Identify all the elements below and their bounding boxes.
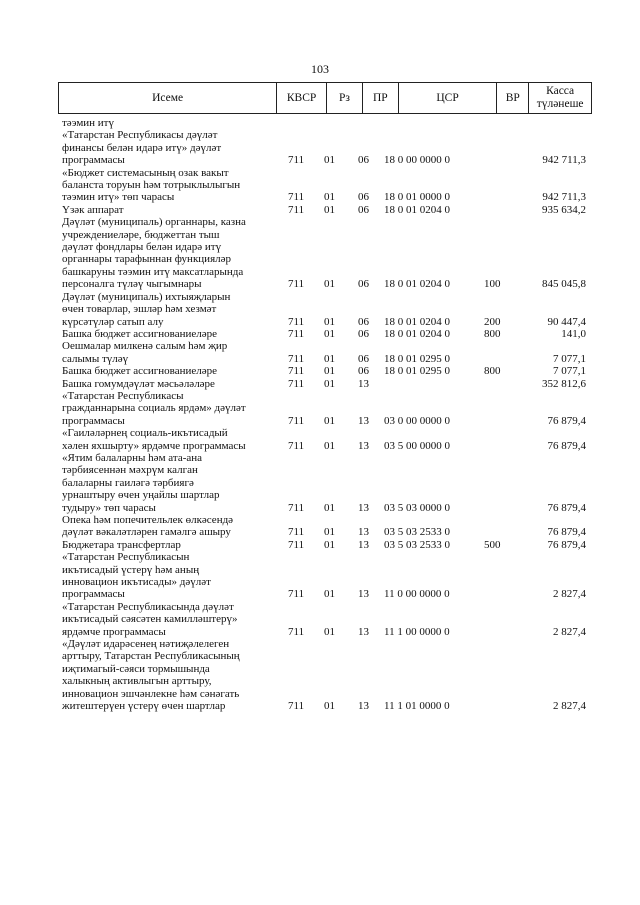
cell-kvsr: 711 xyxy=(288,377,305,390)
row-name xyxy=(62,204,276,216)
cell-csr: 03 5 03 2533 0 xyxy=(384,526,450,539)
cell-pr: 06 xyxy=(358,191,369,204)
table-row xyxy=(62,390,592,427)
row-name xyxy=(62,365,276,377)
row-name-line: житештерүен үстерү өчен шартлар xyxy=(62,700,226,713)
row-name xyxy=(62,167,276,204)
row-name-line: тәэмин итү» төп чарасы xyxy=(62,191,175,204)
page-number: 103 xyxy=(311,62,329,76)
cell-kvsr: 711 xyxy=(288,526,305,539)
cell-vr: 500 xyxy=(484,538,501,551)
table-row xyxy=(62,638,592,712)
header-rz: Рз xyxy=(327,83,363,113)
header-kassa: Касса түләнеше xyxy=(536,85,584,110)
row-name xyxy=(62,452,276,514)
cell-vr: 800 xyxy=(484,365,501,378)
row-name-line: персоналга түләү чыгымнары xyxy=(62,278,202,291)
cell-pr: 06 xyxy=(358,327,369,340)
row-name-line: ярдәмче программасы xyxy=(62,625,166,638)
cell-rz: 01 xyxy=(324,203,335,216)
cell-rz: 01 xyxy=(324,588,335,601)
row-name xyxy=(62,117,276,129)
row-name xyxy=(62,638,276,712)
cell-kvsr: 711 xyxy=(288,501,305,514)
cell-pr: 13 xyxy=(358,414,369,427)
row-name-line: урнаштыру өчен уңайлы шартлар xyxy=(62,489,220,502)
row-name-line: Дәүләт (муниципаль) ихтыяҗларын xyxy=(62,290,231,303)
row-name-line: икътисадый сәясәтен камилләштерү» xyxy=(62,613,238,626)
table-row xyxy=(62,539,592,551)
row-name-line: тудыру» төп чарасы xyxy=(62,501,156,514)
cell-pr: 06 xyxy=(358,315,369,328)
cell-rz: 01 xyxy=(324,414,335,427)
cell-sum: 2 827,4 xyxy=(553,700,586,713)
row-name-line: финансы белән идарә итү» дәүләт xyxy=(62,141,222,154)
cell-rz: 01 xyxy=(324,439,335,452)
row-name xyxy=(62,539,276,551)
cell-sum: 76 879,4 xyxy=(547,526,586,539)
cell-sum: 942 711,3 xyxy=(542,191,586,204)
cell-sum: 76 879,4 xyxy=(547,414,586,427)
row-name-line: Дәүләт (муниципаль) органнары, казна xyxy=(62,216,246,229)
cell-kvsr: 711 xyxy=(288,365,305,378)
cell-csr: 03 5 03 2533 0 xyxy=(384,538,450,551)
cell-rz: 01 xyxy=(324,191,335,204)
row-name xyxy=(62,427,276,452)
cell-csr: 11 1 01 0000 0 xyxy=(384,700,450,713)
cell-pr: 06 xyxy=(358,352,369,365)
row-name-line: күрсәтүләр сатып алу xyxy=(62,315,164,328)
table-row xyxy=(62,167,592,204)
cell-rz: 01 xyxy=(324,154,335,167)
row-name-line: «Татарстан Республикасында дәүләт xyxy=(62,600,234,613)
cell-sum: 7 077,1 xyxy=(553,365,586,378)
cell-csr: 18 0 01 0204 0 xyxy=(384,315,450,328)
cell-csr: 03 5 00 0000 0 xyxy=(384,439,450,452)
table-row xyxy=(62,365,592,377)
cell-rz: 01 xyxy=(324,700,335,713)
row-name-line: «Дәүләт идарәсенең нәтиҗәлелеген xyxy=(62,638,230,651)
cell-pr: 06 xyxy=(358,154,369,167)
row-name-line: органнары тарафыннан функцияләр xyxy=(62,253,231,266)
cell-kvsr: 711 xyxy=(288,154,305,167)
cell-kvsr: 711 xyxy=(288,700,305,713)
table-row xyxy=(62,340,592,365)
header-csr: ЦСР xyxy=(399,83,498,113)
table-row xyxy=(62,427,592,452)
cell-kvsr: 711 xyxy=(288,315,305,328)
cell-vr: 100 xyxy=(484,278,501,291)
row-name xyxy=(62,601,276,638)
cell-rz: 01 xyxy=(324,625,335,638)
row-name-line: иҗтимагый-сәяси тормышында xyxy=(62,662,210,675)
row-name-line: Үзәк аппарат xyxy=(62,203,124,216)
row-name xyxy=(62,514,276,539)
table-row xyxy=(62,328,592,340)
row-name xyxy=(62,216,276,290)
row-name-line: Бюджетара трансфертлар xyxy=(62,538,181,551)
row-name-line: өчен товарлар, эшләр һәм хезмәт xyxy=(62,303,217,316)
row-name-line: хәлен яхшырту» ярдәмче программасы xyxy=(62,439,246,452)
cell-vr: 200 xyxy=(484,315,501,328)
cell-kvsr: 711 xyxy=(288,352,305,365)
cell-kvsr: 711 xyxy=(288,327,305,340)
cell-pr: 06 xyxy=(358,365,369,378)
row-name-line: дәүләт вәкаләтләрен гамәлгә ашыру xyxy=(62,526,231,539)
cell-csr: 18 0 01 0000 0 xyxy=(384,191,450,204)
row-name xyxy=(62,129,276,166)
cell-kvsr: 711 xyxy=(288,538,305,551)
cell-rz: 01 xyxy=(324,526,335,539)
cell-kvsr: 711 xyxy=(288,625,305,638)
header-name: Исеме xyxy=(59,83,277,113)
table-row xyxy=(62,452,592,514)
cell-kvsr: 711 xyxy=(288,191,305,204)
cell-pr: 06 xyxy=(358,278,369,291)
cell-sum: 76 879,4 xyxy=(547,538,586,551)
cell-rz: 01 xyxy=(324,315,335,328)
row-name-line: «Татарстан Республикасы дәүләт xyxy=(62,129,218,142)
cell-sum: 90 447,4 xyxy=(547,315,586,328)
cell-kvsr: 711 xyxy=(288,414,305,427)
cell-kvsr: 711 xyxy=(288,439,305,452)
cell-sum: 2 827,4 xyxy=(553,625,586,638)
row-name xyxy=(62,291,276,328)
table-row xyxy=(62,551,592,601)
table-row xyxy=(62,291,592,328)
cell-rz: 01 xyxy=(324,501,335,514)
row-name xyxy=(62,390,276,427)
row-name xyxy=(62,328,276,340)
row-name xyxy=(62,340,276,365)
table-row xyxy=(62,378,592,390)
row-name-line: арттыру, Татарстан Республикасының xyxy=(62,650,240,663)
row-name-line: инновацион эшчәнлекне һәм сәнәгать xyxy=(62,687,240,700)
cell-pr: 06 xyxy=(358,203,369,216)
cell-rz: 01 xyxy=(324,352,335,365)
cell-sum: 76 879,4 xyxy=(547,439,586,452)
table-header xyxy=(58,82,592,114)
row-name-line: Опека һәм попечительлек өлкәсендә xyxy=(62,514,234,526)
cell-csr: 18 0 01 0204 0 xyxy=(384,203,450,216)
row-name-line: программасы xyxy=(62,154,125,167)
cell-sum: 2 827,4 xyxy=(553,588,586,601)
row-name-line: «Бюджет системасының озак вакыт xyxy=(62,166,229,179)
row-name-line: салымы түләү xyxy=(62,352,129,365)
row-name-line: Башка бюджет ассигнованиеләре xyxy=(62,327,217,340)
row-name-line: икътисадый үстерү һәм аның xyxy=(62,563,200,576)
cell-sum: 942 711,3 xyxy=(542,154,586,167)
cell-csr: 18 0 01 0295 0 xyxy=(384,352,450,365)
row-name-line: «Ятим балаларны һәм ата-ана xyxy=(62,451,203,464)
row-name-line: баланста торуын һәм тотрыклылыгын xyxy=(62,179,241,192)
cell-rz: 01 xyxy=(324,365,335,378)
cell-csr: 18 0 00 0000 0 xyxy=(384,154,450,167)
cell-pr: 13 xyxy=(358,501,369,514)
row-name-line: «Татарстан Республикасын xyxy=(62,551,190,564)
header-pr: ПР xyxy=(363,83,399,113)
header-vr: ВР xyxy=(497,83,529,113)
cell-csr: 18 0 01 0295 0 xyxy=(384,365,450,378)
table-row xyxy=(62,601,592,638)
cell-pr: 13 xyxy=(358,700,369,713)
row-name-line: инновацион икътисады» дәүләт xyxy=(62,576,211,589)
cell-kvsr: 711 xyxy=(288,588,305,601)
table-row xyxy=(62,129,592,166)
cell-pr: 13 xyxy=(358,439,369,452)
cell-csr: 18 0 01 0204 0 xyxy=(384,278,450,291)
cell-pr: 13 xyxy=(358,377,369,390)
row-name-line: Оешмалар милкенә салым һәм җир xyxy=(62,340,228,353)
row-name-line: балаларны гаиләгә тәрбиягә xyxy=(62,476,194,489)
row-name-line: программасы xyxy=(62,588,125,601)
cell-rz: 01 xyxy=(324,538,335,551)
cell-csr: 11 1 00 0000 0 xyxy=(384,625,450,638)
row-name xyxy=(62,378,276,390)
table-row xyxy=(62,514,592,539)
cell-pr: 13 xyxy=(358,538,369,551)
row-name-line: тәэмин итү xyxy=(62,117,114,129)
row-name-line: Башка гомумдәүләт мәсьәләләре xyxy=(62,377,215,390)
cell-kvsr: 711 xyxy=(288,278,305,291)
row-name-line: тәрбиясеннән мәхрүм калган xyxy=(62,464,198,477)
table-body xyxy=(62,117,592,713)
cell-rz: 01 xyxy=(324,377,335,390)
row-name xyxy=(62,551,276,601)
cell-csr: 03 5 03 0000 0 xyxy=(384,501,450,514)
cell-csr: 11 0 00 0000 0 xyxy=(384,588,450,601)
row-name-line: дәүләт фондлары белән идарә итү xyxy=(62,241,222,254)
row-name-line: учреждениеләре, бюджеттан тыш xyxy=(62,228,220,241)
cell-rz: 01 xyxy=(324,327,335,340)
cell-sum: 76 879,4 xyxy=(547,501,586,514)
cell-sum: 352 812,6 xyxy=(542,377,586,390)
table-row xyxy=(62,216,592,290)
row-name-line: программасы xyxy=(62,414,125,427)
cell-sum: 845 045,8 xyxy=(542,278,586,291)
cell-sum: 935 634,2 xyxy=(542,203,586,216)
cell-pr: 13 xyxy=(358,526,369,539)
row-name-line: «Татарстан Республикасы xyxy=(62,389,184,402)
cell-vr: 800 xyxy=(484,327,501,340)
row-name-line: башкаруны тәэмин итү максатларында xyxy=(62,265,244,278)
table-row xyxy=(62,117,592,129)
row-name-line: «Гаиләләрнең социаль-икътисадый xyxy=(62,427,228,440)
table-row xyxy=(62,204,592,216)
cell-csr: 18 0 01 0204 0 xyxy=(384,327,450,340)
cell-pr: 13 xyxy=(358,625,369,638)
cell-sum: 7 077,1 xyxy=(553,352,586,365)
cell-csr: 03 0 00 0000 0 xyxy=(384,414,450,427)
row-name-line: Башка бюджет ассигнованиеләре xyxy=(62,365,217,378)
row-name-line: халыкның активлыгын арттыру, xyxy=(62,675,212,688)
row-name-line: гражданнарына социаль ярдәм» дәүләт xyxy=(62,402,246,415)
cell-pr: 13 xyxy=(358,588,369,601)
cell-sum: 141,0 xyxy=(561,327,586,340)
cell-rz: 01 xyxy=(324,278,335,291)
header-kvsr: КВСР xyxy=(277,83,327,113)
cell-kvsr: 711 xyxy=(288,203,305,216)
